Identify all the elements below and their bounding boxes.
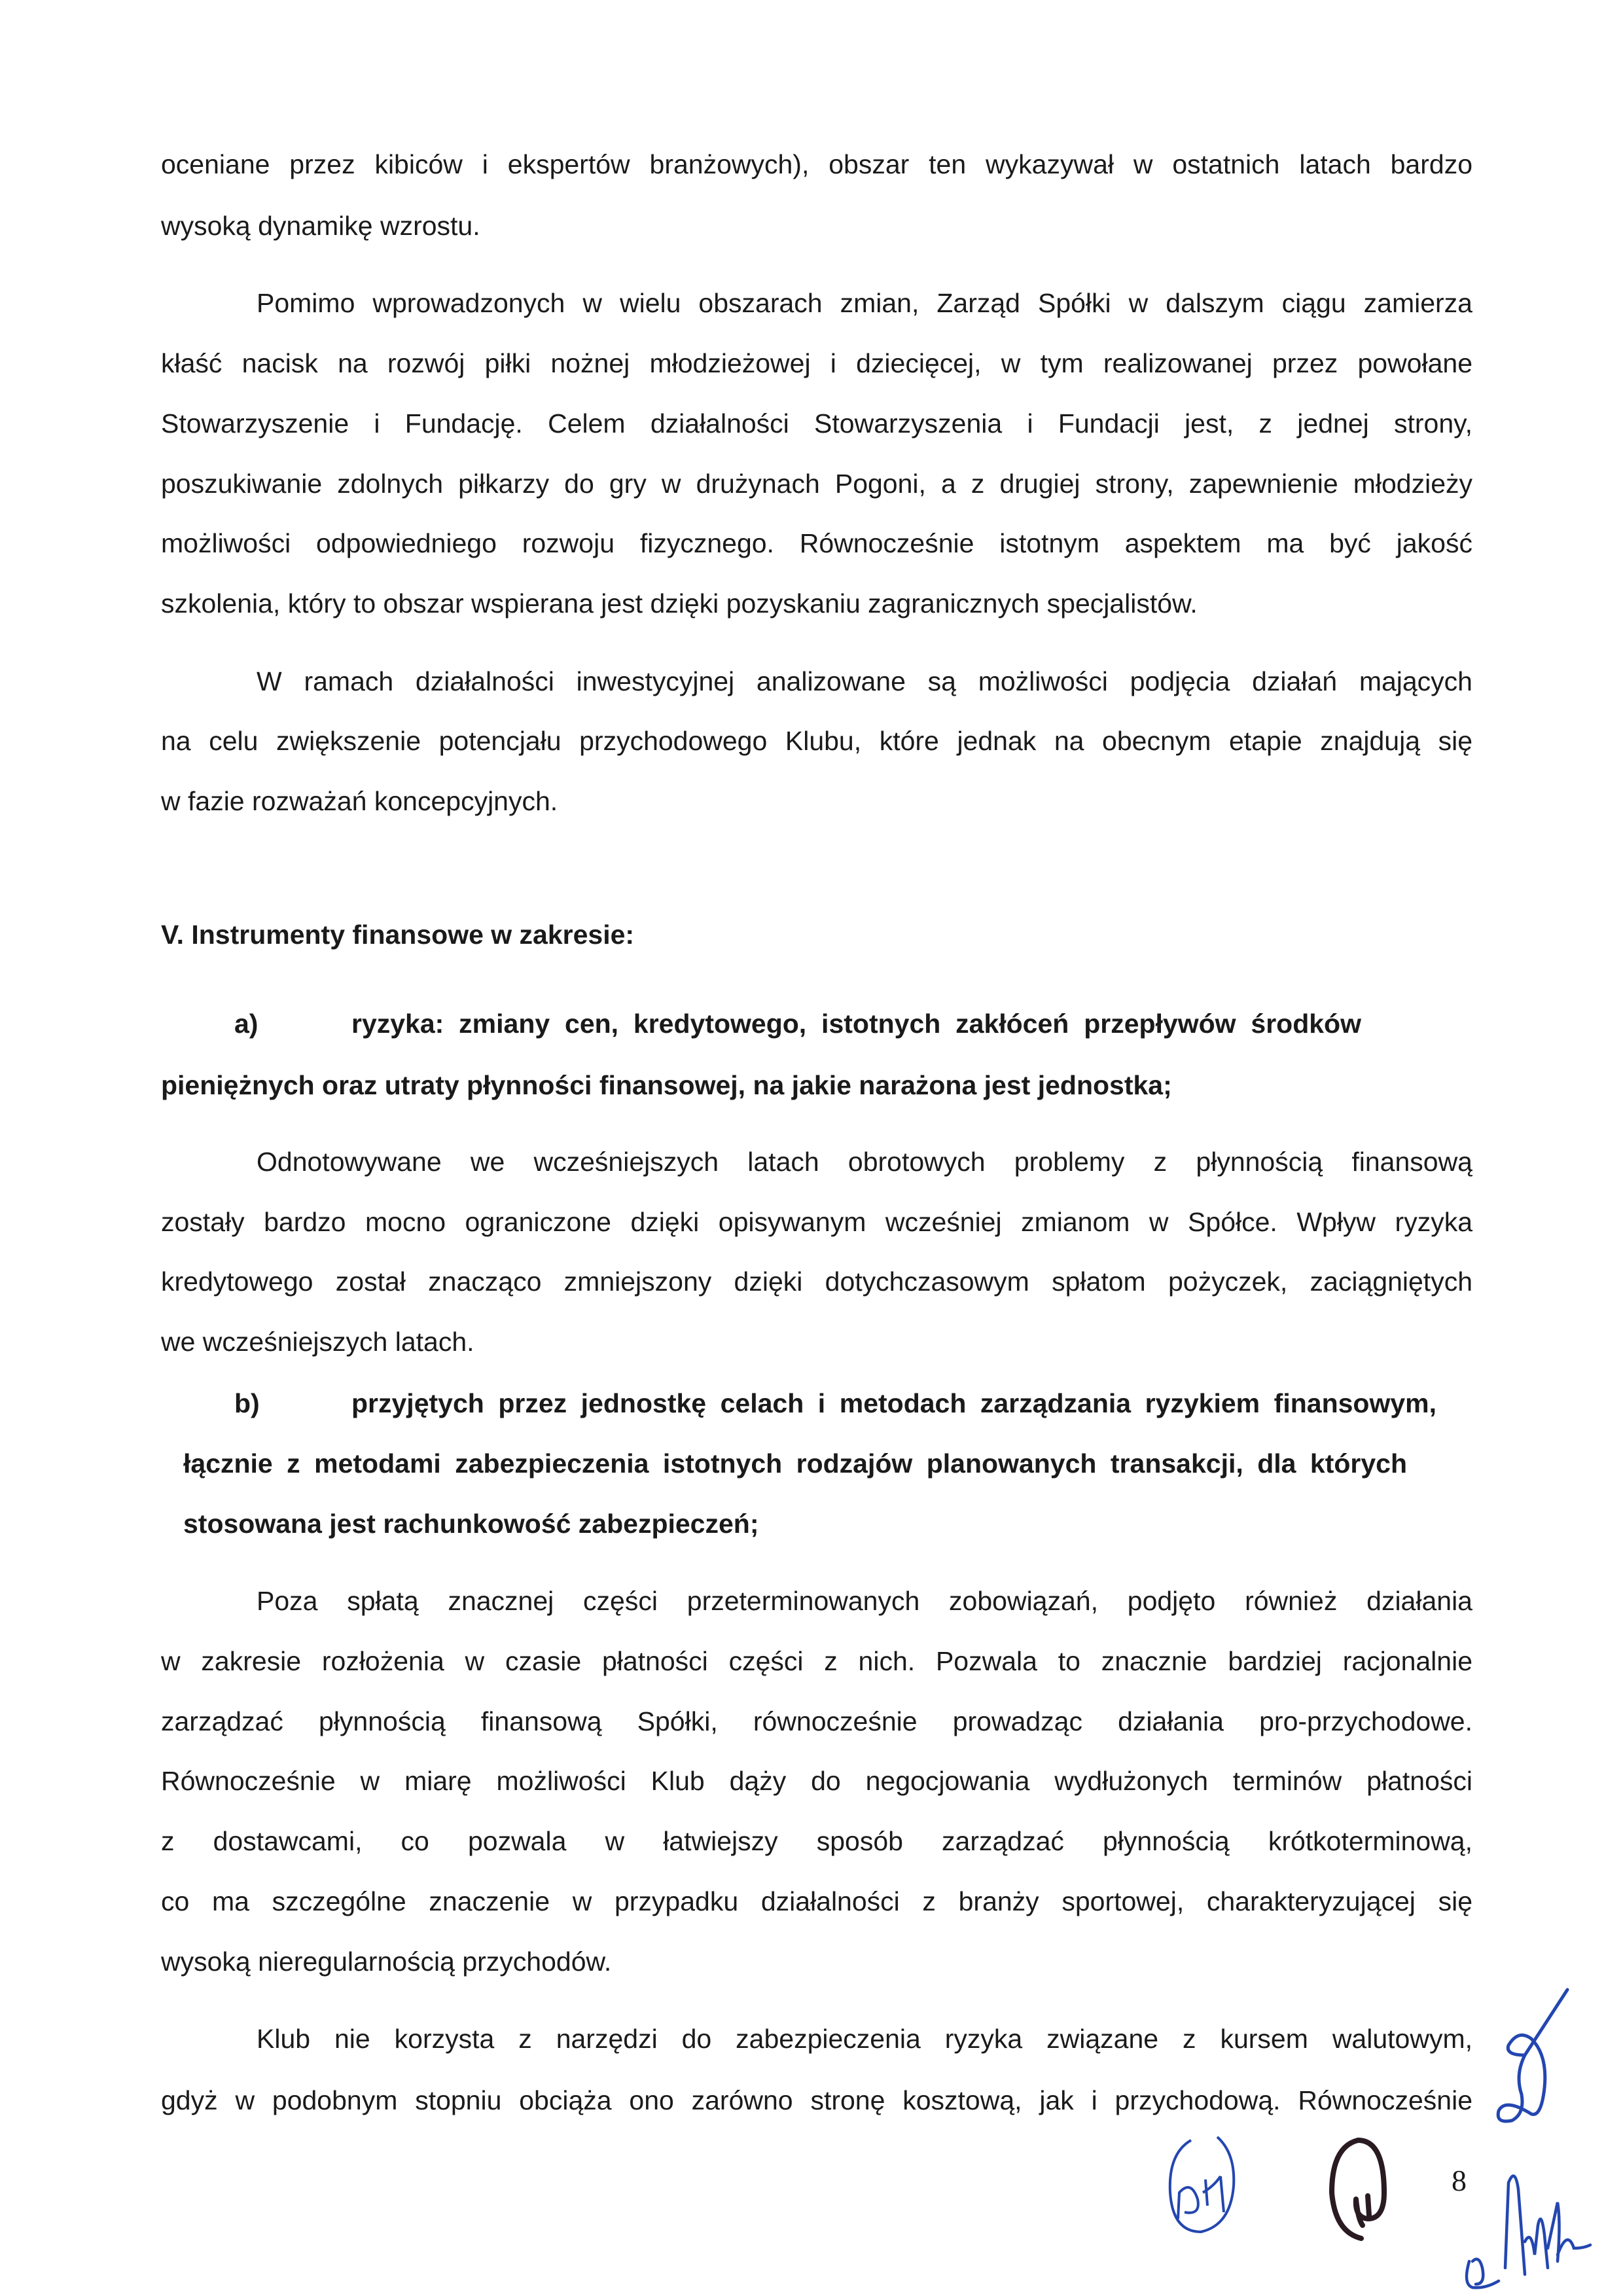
text-line: oceniane przez kibiców i ekspertów branżowych), obszar ten wykazywał w ostatnich latach bardzo	[161, 149, 1472, 179]
signature-loop-initials	[1322, 2134, 1394, 2251]
section-heading-line: przyjętych przez jednostkę celach i metodach zarządzania ryzykiem finansowym,	[351, 1388, 1436, 1418]
text-line: Klub nie korzysta z narzędzi do zabezpieczenia ryzyka związane z kursem walutowym,	[257, 2024, 1472, 2054]
text-line: gdyż w podobnym stopniu obciąża ono zarówno stronę kosztową, jak i przychodową. Równocześnie	[161, 2085, 1472, 2115]
text-line: zostały bardzo mocno ograniczone dzięki opisywanym wcześniej zmianom w Spółce. Wpływ ryzyka	[161, 1207, 1472, 1237]
text-line: Równocześnie w miarę możliwości Klub dąży do negocjowania wydłużonych terminów płatności	[161, 1766, 1472, 1796]
section-heading-line: łącznie z metodami zabezpieczenia istotnych rodzajów planowanych transakcji, dla których	[183, 1448, 1407, 1479]
signature-circled-initials	[1165, 2134, 1243, 2238]
text-line: możliwości odpowiedniego rozwoju fizycznego. Równocześnie istotnym aspektem ma być jakość	[161, 528, 1472, 558]
text-line: Odnotowywane we wcześniejszych latach obrotowych problemy z płynnością finansową	[257, 1147, 1472, 1177]
section-heading-line: ryzyka: zmiany cen, kredytowego, istotnych zakłóceń przepływów środków	[351, 1009, 1361, 1039]
text-line: W ramach działalności inwestycyjnej analizowane są możliwości podjęcia działań mających	[257, 666, 1472, 696]
signature-initials-right-margin	[1486, 1983, 1577, 2127]
section-heading-line: V. Instrumenty finansowe w zakresie:	[161, 920, 635, 950]
text-line: Poza spłatą znacznej części przeterminowanych zobowiązań, podjęto również działania	[257, 1586, 1472, 1616]
text-line: zarządzać płynnością finansową Spółki, równocześnie prowadząc działania pro-przychodowe.	[161, 1706, 1472, 1736]
text-line: na celu zwiększenie potencjału przychodowego Klubu, które jednak na obecnym etapie znajdują się	[161, 726, 1472, 756]
text-line: w zakresie rozłożenia w czasie płatności części z nich. Pozwala to znacznie bardziej racjonalnie	[161, 1646, 1472, 1676]
text-line: Stowarzyszenie i Fundację. Celem działalności Stowarzyszenia i Fundacji jest, z jednej strony,	[161, 408, 1472, 439]
text-line: kłaść nacisk na rozwój piłki nożnej młodzieżowej i dziecięcej, w tym realizowanej przez powołane	[161, 348, 1472, 378]
text-line: we wcześniejszych latach.	[161, 1327, 474, 1357]
section-heading-line: pieniężnych oraz utraty płynności finansowej, na jakie narażona jest jednostka;	[161, 1070, 1172, 1100]
list-marker-a: a)	[234, 1009, 259, 1039]
text-line: wysoką nieregularnością przychodów.	[161, 1946, 612, 1977]
page-number: 8	[1452, 2164, 1467, 2197]
text-line: szkolenia, który to obszar wspierana jest dzięki pozyskaniu zagranicznych specjalistów.	[161, 588, 1198, 619]
text-line: kredytowego został znacząco zmniejszony dzięki dotychczasowym spłatom pożyczek, zaciągniętych	[161, 1266, 1472, 1297]
text-line: z dostawcami, co pozwala w łatwiejszy sposób zarządzać płynnością krótkoterminową,	[161, 1826, 1472, 1856]
text-line: w fazie rozważań koncepcyjnych.	[161, 786, 558, 816]
text-line: Pomimo wprowadzonych w wielu obszarach zmian, Zarząd Spółki w dalszym ciągu zamierza	[257, 288, 1472, 318]
signature-bottom-right	[1459, 2163, 1623, 2294]
text-line: co ma szczególne znaczenie w przypadku działalności z branży sportowej, charakteryzującej się	[161, 1886, 1472, 1916]
list-marker-b: b)	[234, 1388, 260, 1418]
section-heading-line: stosowana jest rachunkowość zabezpieczeń;	[183, 1509, 759, 1539]
text-line: wysoką dynamikę wzrostu.	[161, 211, 480, 241]
text-line: poszukiwanie zdolnych piłkarzy do gry w drużynach Pogoni, a z drugiej strony, zapewnienie młodzieży	[161, 469, 1472, 499]
